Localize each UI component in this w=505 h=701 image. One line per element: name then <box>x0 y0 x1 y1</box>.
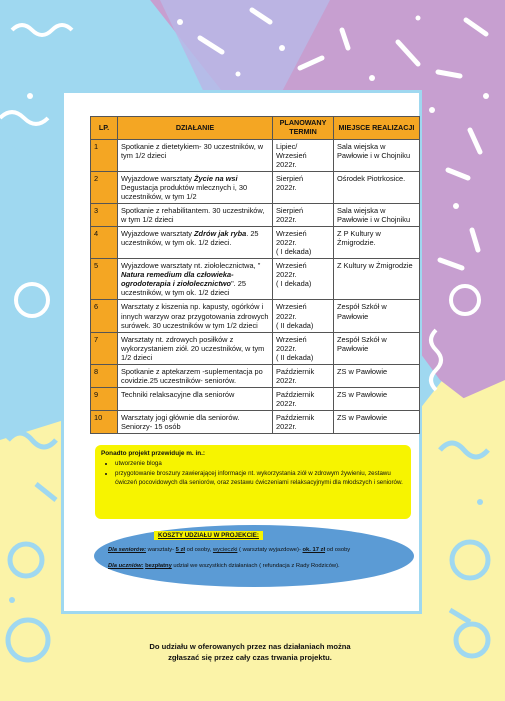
extras-list <box>101 460 405 488</box>
row-number: 8 <box>91 364 118 387</box>
table-row <box>91 204 420 227</box>
row-place: ZS w Pawłowie <box>334 410 420 433</box>
row-action: Spotkanie z aptekarzem -suplementacja po covidzie.25 uczestników- seniorów. <box>118 364 273 387</box>
row-term: Wrzesień 2022r. ( I dekada) <box>273 227 334 259</box>
row-action: Spotkanie z dietetykiem- 30 uczestników, w tym 1/2 dzieci <box>118 140 273 172</box>
seniors-text: ( warsztaty wyjazdowe)- <box>237 547 303 553</box>
row-number: 6 <box>91 300 118 332</box>
seniors-text: od osoby <box>325 547 351 553</box>
row-term: Wrzesień 2022r. ( II dekada) <box>273 300 334 332</box>
table-row <box>91 172 420 204</box>
footer-line: zgłaszać się przez cały czas trwania projektu. <box>168 653 332 662</box>
costs-title: KOSZTY UDZIAŁU W PROJEKCIE: <box>154 531 263 540</box>
row-number: 4 <box>91 227 118 259</box>
footer-note <box>100 641 400 663</box>
row-number: 9 <box>91 387 118 410</box>
table-row <box>91 387 420 410</box>
seniors-label: Dla seniorów: <box>108 547 147 553</box>
row-term: Sierpień 2022r. <box>273 204 334 227</box>
seniors-text: od osoby, <box>185 547 213 553</box>
row-place: Zespół Szkół w Pawłowie <box>334 332 420 364</box>
row-action: Wyjazdowe warsztaty Życie na wsi Degustacja produktów mlecznych i, 30 uczestników, w tym 1/2 <box>118 172 273 204</box>
row-number: 1 <box>91 140 118 172</box>
header-term: PLANOWANY TERMIN <box>273 117 334 140</box>
activity-table <box>90 116 420 434</box>
row-action: Spotkanie z rehabilitantem. 30 uczestników, w tym 1/2 dzieci <box>118 204 273 227</box>
table-row <box>91 332 420 364</box>
row-place: ZS w Pawłowie <box>334 364 420 387</box>
row-place: Ośrodek Piotrkosice. <box>334 172 420 204</box>
extras-title: Ponadto projekt przewiduje m. in.: <box>101 450 206 457</box>
project-extras-box <box>95 445 411 519</box>
row-action: Techniki relaksacyjne dla seniorów <box>118 387 273 410</box>
table-row <box>91 140 420 172</box>
table-row <box>91 227 420 259</box>
row-place: ZS w Pawłowie <box>334 387 420 410</box>
costs-students-line <box>108 563 408 569</box>
row-action: Warsztaty nt. zdrowych posiłków z wykorzystaniem ziół. 20 uczestników, w tym 1/2 dzieci <box>118 332 273 364</box>
row-term: Październik 2022r. <box>273 410 334 433</box>
header-lp: LP. <box>91 117 118 140</box>
row-place: Zespół Szkół w Pawłowie <box>334 300 420 332</box>
row-term: Wrzesień 2022r. ( II dekada) <box>273 332 334 364</box>
row-place: Sala wiejska w Pawłowie i w Chojniku <box>334 140 420 172</box>
row-number: 5 <box>91 259 118 300</box>
row-term: Październik 2022r. <box>273 387 334 410</box>
row-term: Lipiec/ Wrzesień 2022r. <box>273 140 334 172</box>
costs-oval <box>94 525 414 587</box>
table-row <box>91 259 420 300</box>
footer-line: Do udziału w oferowanych przez nas działaniach można <box>149 642 351 651</box>
row-term: Sierpień 2022r. <box>273 172 334 204</box>
seniors-text: warsztaty- <box>146 547 176 553</box>
row-term: Październik 2022r. <box>273 364 334 387</box>
students-text: udział we wszystkich działaniach ( refundacja z Rady Rodziców). <box>171 563 340 569</box>
seniors-trips: wycieczki <box>212 547 238 553</box>
row-place: Sala wiejska w Pawłowie i w Chojniku <box>334 204 420 227</box>
row-number: 2 <box>91 172 118 204</box>
seniors-price-trips: ok. 17 zł <box>302 547 326 553</box>
students-free: bezpłatny <box>145 563 172 569</box>
row-number: 10 <box>91 410 118 433</box>
extras-item: • przygotowanie broszury zawierającej informacje nt. wykorzystania ziół w zdrowym żywieniu, zestawu ćwiczeń pocovidowych dla seniorów, oraz zestawu ćwiczeniami relaksacyjnymi dla młodszych i seniorów. <box>115 470 405 488</box>
row-action: Wyjazdowe warsztaty Zdrów jak ryba. 25 uczestników, w tym ok. 1/2 dzieci. <box>118 227 273 259</box>
row-number: 7 <box>91 332 118 364</box>
row-action: Wyjazdowe warsztaty nt. ziołolecznictwa, " Natura remedium dla człowieka- ogrodoterapia i ziołolecznictwo". 25 uczestników, w tym ok. 1/2 dzieci <box>118 259 273 300</box>
header-place: MIEJSCE REALIZACJI <box>334 117 420 140</box>
students-label: Dla uczniów: <box>108 563 144 569</box>
row-term: Wrzesień 2022r. ( I dekada) <box>273 259 334 300</box>
table-row <box>91 410 420 433</box>
extras-item: • utworzenie bloga <box>115 460 405 469</box>
header-action: DZIAŁANIE <box>118 117 273 140</box>
table-row <box>91 300 420 332</box>
row-place: Z P Kultury w Żmigrodzie. <box>334 227 420 259</box>
seniors-price-workshop: 5 zł <box>175 547 185 553</box>
row-number: 3 <box>91 204 118 227</box>
row-action: Warsztaty z kiszenia np. kapusty, ogórków i innych warzyw oraz przygotowania zdrowych surówek. 30 uczestników w tym 1/2 dzieci <box>118 300 273 332</box>
costs-seniors-line <box>108 547 408 553</box>
row-action: Warsztaty jogi głównie dla seniorów. Seniorzy- 15 osób <box>118 410 273 433</box>
table-row <box>91 364 420 387</box>
table-header-row <box>91 117 420 140</box>
row-place: Z Kultury w Żmigrodzie <box>334 259 420 300</box>
